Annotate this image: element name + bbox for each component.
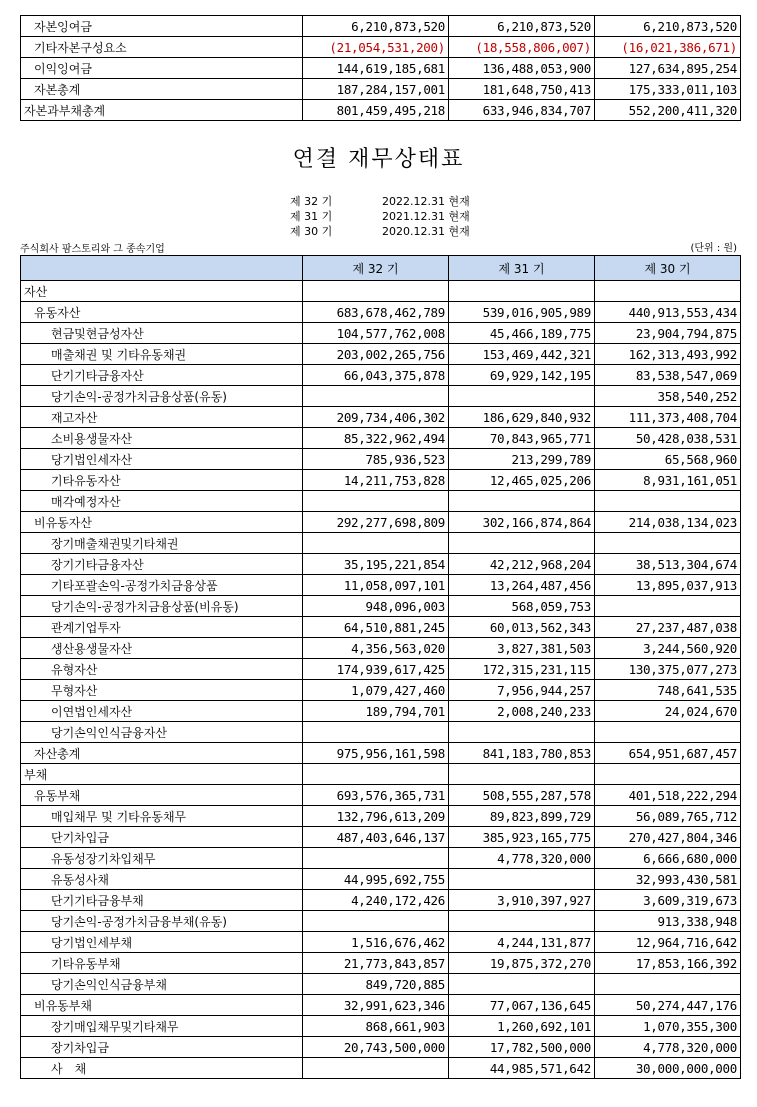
table-row (21, 617, 741, 638)
value-cell (595, 764, 741, 785)
value-cell (303, 764, 449, 785)
period-label: 제 30 기 (290, 225, 333, 238)
period-row (290, 194, 470, 209)
table-row (21, 533, 741, 554)
value-cell: 270,427,804,346 (595, 827, 741, 848)
row-label: 자본잉여금 (21, 16, 303, 37)
row-label: 매출채권 및 기타유동채권 (21, 344, 303, 365)
value-cell: (18,558,806,007) (449, 37, 595, 58)
row-label: 당기손익-공정가치금융부채(유동) (21, 911, 303, 932)
value-cell: 11,058,097,101 (303, 575, 449, 596)
value-cell: 136,488,053,900 (449, 58, 595, 79)
table-row (21, 1016, 741, 1037)
value-cell (595, 974, 741, 995)
value-cell (449, 869, 595, 890)
equity-summary-table (20, 15, 741, 121)
table-row (21, 848, 741, 869)
value-cell (595, 491, 741, 512)
value-cell: 654,951,687,457 (595, 743, 741, 764)
row-label: 매각예정자산 (21, 491, 303, 512)
value-cell: 841,183,780,853 (449, 743, 595, 764)
header-cell: 제 30 기 (595, 256, 741, 281)
value-cell: 358,540,252 (595, 386, 741, 407)
row-label: 관계기업투자 (21, 617, 303, 638)
row-label: 자본과부채총계 (21, 100, 303, 121)
value-cell: 1,260,692,101 (449, 1016, 595, 1037)
row-label: 유동성장기차입채무 (21, 848, 303, 869)
value-cell: 77,067,136,645 (449, 995, 595, 1016)
row-label: 재고자산 (21, 407, 303, 428)
table-header (21, 256, 741, 281)
value-cell: 17,782,500,000 (449, 1037, 595, 1058)
header-row (21, 256, 741, 281)
value-cell (595, 722, 741, 743)
value-cell (303, 491, 449, 512)
period-label: 제 32 기 (290, 195, 333, 208)
row-label: 무형자산 (21, 680, 303, 701)
value-cell: 104,577,762,008 (303, 323, 449, 344)
row-label: 당기손익-공정가치금융상품(비유동) (21, 596, 303, 617)
equity-summary-body (21, 16, 741, 121)
value-cell: 487,403,646,137 (303, 827, 449, 848)
value-cell (595, 596, 741, 617)
value-cell (449, 491, 595, 512)
value-cell: 132,796,613,209 (303, 806, 449, 827)
value-cell: 6,210,873,520 (449, 16, 595, 37)
value-cell (449, 281, 595, 302)
value-cell: 4,778,320,000 (595, 1037, 741, 1058)
value-cell (303, 911, 449, 932)
row-label: 유동부채 (21, 785, 303, 806)
table-row (21, 428, 741, 449)
value-cell: 70,843,965,771 (449, 428, 595, 449)
value-cell: 203,002,265,756 (303, 344, 449, 365)
value-cell: 3,827,381,503 (449, 638, 595, 659)
value-cell: 23,904,794,875 (595, 323, 741, 344)
value-cell: 568,059,753 (449, 596, 595, 617)
table-row (21, 785, 741, 806)
value-cell (595, 281, 741, 302)
period-date: 2020.12.31 현재 (382, 225, 470, 238)
table-row (21, 659, 741, 680)
value-cell: 24,024,670 (595, 701, 741, 722)
value-cell: 785,936,523 (303, 449, 449, 470)
value-cell: 633,946,834,707 (449, 100, 595, 121)
value-cell: 7,956,944,257 (449, 680, 595, 701)
value-cell: 1,070,355,300 (595, 1016, 741, 1037)
value-cell: 683,678,462,789 (303, 302, 449, 323)
row-label: 기타포괄손익-공정가치금융상품 (21, 575, 303, 596)
row-label: 매입채무 및 기타유동채무 (21, 806, 303, 827)
value-cell: 20,743,500,000 (303, 1037, 449, 1058)
table-row (21, 890, 741, 911)
value-cell: 552,200,411,320 (595, 100, 741, 121)
value-cell (449, 911, 595, 932)
value-cell: 213,299,789 (449, 449, 595, 470)
value-cell: 8,931,161,051 (595, 470, 741, 491)
value-cell: 913,338,948 (595, 911, 741, 932)
value-cell: 801,459,495,218 (303, 100, 449, 121)
table-row (21, 995, 741, 1016)
value-cell: 42,212,968,204 (449, 554, 595, 575)
period-date: 2022.12.31 현재 (382, 195, 470, 208)
value-cell: 89,823,899,729 (449, 806, 595, 827)
value-cell: 181,648,750,413 (449, 79, 595, 100)
value-cell (303, 722, 449, 743)
value-cell: 38,513,304,674 (595, 554, 741, 575)
row-label: 자산 (21, 281, 303, 302)
table-row (21, 100, 741, 121)
table-row (21, 16, 741, 37)
value-cell: 130,375,077,273 (595, 659, 741, 680)
value-cell: 69,929,142,195 (449, 365, 595, 386)
value-cell: 292,277,698,809 (303, 512, 449, 533)
value-cell: 162,313,493,992 (595, 344, 741, 365)
period-row (290, 224, 470, 239)
value-cell: 748,641,535 (595, 680, 741, 701)
table-row (21, 806, 741, 827)
value-cell: 1,516,676,462 (303, 932, 449, 953)
table-row (21, 386, 741, 407)
row-label: 단기기타금융자산 (21, 365, 303, 386)
value-cell: 175,333,011,103 (595, 79, 741, 100)
value-cell (449, 533, 595, 554)
table-row (21, 827, 741, 848)
value-cell: 693,576,365,731 (303, 785, 449, 806)
header-cell: 제 31 기 (449, 256, 595, 281)
value-cell: 32,993,430,581 (595, 869, 741, 890)
value-cell: 60,013,562,343 (449, 617, 595, 638)
value-cell (449, 722, 595, 743)
value-cell: (16,021,386,671) (595, 37, 741, 58)
company-name: 주식회사 팜스토리와 그 종속기업 (20, 244, 165, 255)
value-cell: 209,734,406,302 (303, 407, 449, 428)
value-cell: 64,510,881,245 (303, 617, 449, 638)
table-row (21, 638, 741, 659)
header-cell: 제 32 기 (303, 256, 449, 281)
row-label: 생산용생물자산 (21, 638, 303, 659)
value-cell: 4,240,172,426 (303, 890, 449, 911)
value-cell: 144,619,185,681 (303, 58, 449, 79)
value-cell: 85,322,962,494 (303, 428, 449, 449)
table-row (21, 974, 741, 995)
value-cell: 44,995,692,755 (303, 869, 449, 890)
value-cell: 44,985,571,642 (449, 1058, 595, 1079)
value-cell: 186,629,840,932 (449, 407, 595, 428)
table-row (21, 449, 741, 470)
value-cell: 189,794,701 (303, 701, 449, 722)
row-label: 유동성사채 (21, 869, 303, 890)
row-label: 부채 (21, 764, 303, 785)
row-label: 이연법인세자산 (21, 701, 303, 722)
value-cell: 12,465,025,206 (449, 470, 595, 491)
table-row (21, 1058, 741, 1079)
value-cell: 13,895,037,913 (595, 575, 741, 596)
value-cell: 17,853,166,392 (595, 953, 741, 974)
header-cell (21, 256, 303, 281)
period-date: 2021.12.31 현재 (382, 210, 470, 223)
table-row (21, 365, 741, 386)
value-cell: 302,166,874,864 (449, 512, 595, 533)
table-row (21, 37, 741, 58)
value-cell (303, 386, 449, 407)
value-cell: 868,661,903 (303, 1016, 449, 1037)
value-cell (303, 1058, 449, 1079)
row-label: 당기법인세자산 (21, 449, 303, 470)
value-cell: 66,043,375,878 (303, 365, 449, 386)
value-cell: 153,469,442,321 (449, 344, 595, 365)
row-label: 단기기타금융부채 (21, 890, 303, 911)
table-row (21, 575, 741, 596)
value-cell: 65,568,960 (595, 449, 741, 470)
value-cell: 948,096,003 (303, 596, 449, 617)
value-cell: 6,210,873,520 (595, 16, 741, 37)
table-row (21, 554, 741, 575)
row-label: 장기차입금 (21, 1037, 303, 1058)
row-label: 기타유동자산 (21, 470, 303, 491)
row-label: 단기차입금 (21, 827, 303, 848)
row-label: 현금및현금성자산 (21, 323, 303, 344)
value-cell: 56,089,765,712 (595, 806, 741, 827)
value-cell: 19,875,372,270 (449, 953, 595, 974)
value-cell: 83,538,547,069 (595, 365, 741, 386)
row-label: 당기손익인식금융부채 (21, 974, 303, 995)
table-row (21, 680, 741, 701)
value-cell: 3,910,397,927 (449, 890, 595, 911)
value-cell: 440,913,553,434 (595, 302, 741, 323)
value-cell: 27,237,487,038 (595, 617, 741, 638)
row-label: 자본총계 (21, 79, 303, 100)
row-label: 사 채 (21, 1058, 303, 1079)
value-cell (449, 764, 595, 785)
table-row (21, 596, 741, 617)
value-cell: 849,720,885 (303, 974, 449, 995)
value-cell (303, 281, 449, 302)
table-row (21, 323, 741, 344)
value-cell: 2,008,240,233 (449, 701, 595, 722)
value-cell: 13,264,487,456 (449, 575, 595, 596)
value-cell (303, 848, 449, 869)
table-row (21, 722, 741, 743)
row-label: 유형자산 (21, 659, 303, 680)
table-row (21, 470, 741, 491)
row-label: 장기매입채무및기타채무 (21, 1016, 303, 1037)
row-label: 소비용생물자산 (21, 428, 303, 449)
row-label: 이익잉여금 (21, 58, 303, 79)
row-label: 장기기타금융자산 (21, 554, 303, 575)
table-row (21, 764, 741, 785)
row-label: 유동자산 (21, 302, 303, 323)
row-label: 장기매출채권및기타채권 (21, 533, 303, 554)
period-list (290, 194, 470, 239)
table-row (21, 743, 741, 764)
page-title: 연결 재무상태표 (292, 147, 465, 172)
table-row (21, 344, 741, 365)
unit-label: (단위 : 원) (690, 243, 737, 254)
value-cell (595, 533, 741, 554)
value-cell: 50,428,038,531 (595, 428, 741, 449)
row-label: 비유동자산 (21, 512, 303, 533)
value-cell: 174,939,617,425 (303, 659, 449, 680)
table-row (21, 407, 741, 428)
value-cell: 21,773,843,857 (303, 953, 449, 974)
row-label: 당기손익-공정가치금융상품(유동) (21, 386, 303, 407)
value-cell: 3,609,319,673 (595, 890, 741, 911)
value-cell: 187,284,157,001 (303, 79, 449, 100)
table-row (21, 953, 741, 974)
value-cell: 508,555,287,578 (449, 785, 595, 806)
row-label: 기타유동부채 (21, 953, 303, 974)
table-row (21, 302, 741, 323)
value-cell: 1,079,427,460 (303, 680, 449, 701)
table-row (21, 491, 741, 512)
value-cell: 401,518,222,294 (595, 785, 741, 806)
table-row (21, 869, 741, 890)
value-cell: 4,244,131,877 (449, 932, 595, 953)
value-cell (449, 974, 595, 995)
value-cell (303, 533, 449, 554)
table-row (21, 701, 741, 722)
value-cell: 3,244,560,920 (595, 638, 741, 659)
value-cell: 12,964,716,642 (595, 932, 741, 953)
value-cell: (21,054,531,200) (303, 37, 449, 58)
value-cell: 539,016,905,989 (449, 302, 595, 323)
period-label: 제 31 기 (290, 210, 333, 223)
value-cell: 35,195,221,854 (303, 554, 449, 575)
value-cell: 4,778,320,000 (449, 848, 595, 869)
table-row (21, 911, 741, 932)
value-cell: 30,000,000,000 (595, 1058, 741, 1079)
value-cell: 14,211,753,828 (303, 470, 449, 491)
value-cell: 385,923,165,775 (449, 827, 595, 848)
value-cell: 32,991,623,346 (303, 995, 449, 1016)
value-cell: 214,038,134,023 (595, 512, 741, 533)
balance-sheet-body (21, 281, 741, 1079)
value-cell: 6,666,680,000 (595, 848, 741, 869)
row-label: 당기손익인식금융자산 (21, 722, 303, 743)
value-cell: 127,634,895,254 (595, 58, 741, 79)
value-cell: 975,956,161,598 (303, 743, 449, 764)
value-cell: 6,210,873,520 (303, 16, 449, 37)
value-cell (449, 386, 595, 407)
table-row (21, 512, 741, 533)
table-row (21, 1037, 741, 1058)
table-row (21, 58, 741, 79)
value-cell: 111,373,408,704 (595, 407, 741, 428)
value-cell: 172,315,231,115 (449, 659, 595, 680)
row-label: 기타자본구성요소 (21, 37, 303, 58)
period-row (290, 209, 470, 224)
balance-sheet-table (20, 255, 741, 1079)
table-row (21, 79, 741, 100)
table-row (21, 281, 741, 302)
row-label: 비유동부채 (21, 995, 303, 1016)
value-cell: 45,466,189,775 (449, 323, 595, 344)
value-cell: 50,274,447,176 (595, 995, 741, 1016)
row-label: 자산총계 (21, 743, 303, 764)
row-label: 당기법인세부채 (21, 932, 303, 953)
value-cell: 4,356,563,020 (303, 638, 449, 659)
table-row (21, 932, 741, 953)
